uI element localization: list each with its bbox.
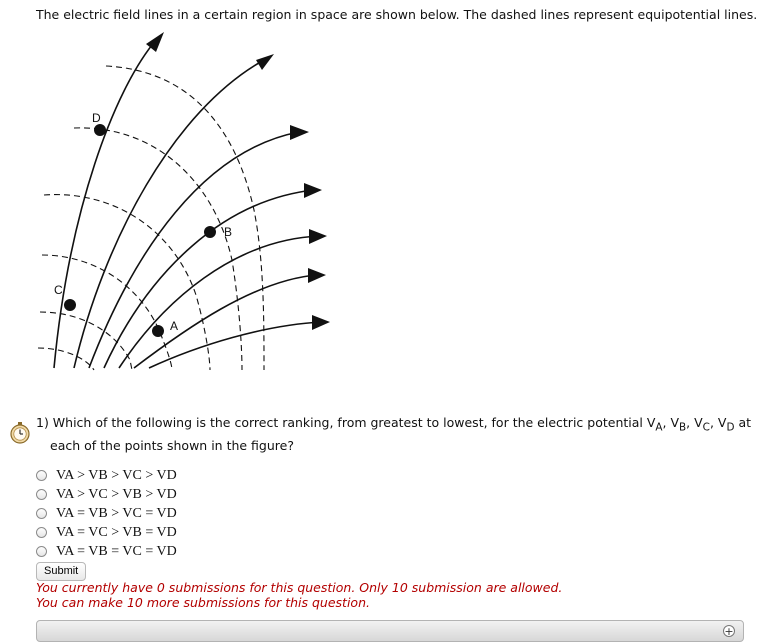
field-lines <box>54 40 322 368</box>
answer-choices <box>36 466 177 561</box>
choice-4[interactable] <box>36 523 177 542</box>
submission-status <box>36 580 562 610</box>
point-label-d: D <box>92 111 101 125</box>
submission-status-line1: You currently have 0 submissions for this question. Only 10 submission are allowed. <box>36 580 563 595</box>
question-text: 1) Which of the following is the correct ranking, from greatest to lowest, for the electric potential $V_A$, $V_B$, $V_C$, $V_D$ at each of the points shown in the figure? <box>36 414 756 454</box>
choice-label: VA = VB = VC = VD <box>56 543 177 559</box>
submit-button[interactable]: Submit <box>36 562 86 581</box>
radio-button[interactable] <box>36 470 47 481</box>
choice-5[interactable] <box>36 542 177 561</box>
intro-text: The electric field lines in a certain region in space are shown below. The dashed lines represent equipotential lines. <box>36 7 758 22</box>
radio-button[interactable] <box>36 527 47 538</box>
point-label-b: B <box>224 225 233 239</box>
stopwatch-icon <box>9 420 31 444</box>
radio-button[interactable] <box>36 508 47 519</box>
field-lines-figure <box>34 30 334 380</box>
choice-label: VA > VC > VB > VD <box>56 486 177 502</box>
point-label-a: A <box>170 319 179 333</box>
submission-status-line2: You can make 10 more submissions for this question. <box>36 595 370 610</box>
choice-label: VA = VC > VB = VD <box>56 524 177 540</box>
choice-1[interactable] <box>36 466 177 485</box>
plus-circle-icon[interactable]: + <box>724 625 734 638</box>
choice-label: VA = VB > VC = VD <box>56 505 177 521</box>
choice-3[interactable] <box>36 504 177 523</box>
point-label-c: C <box>54 283 63 297</box>
radio-button[interactable] <box>36 546 47 557</box>
choice-2[interactable] <box>36 485 177 504</box>
radio-button[interactable] <box>36 489 47 500</box>
choice-label: VA > VB > VC > VD <box>56 467 177 483</box>
question-text-line2: each of the points shown in the figure? <box>50 437 294 453</box>
bottom-panel-bar[interactable] <box>36 620 744 642</box>
